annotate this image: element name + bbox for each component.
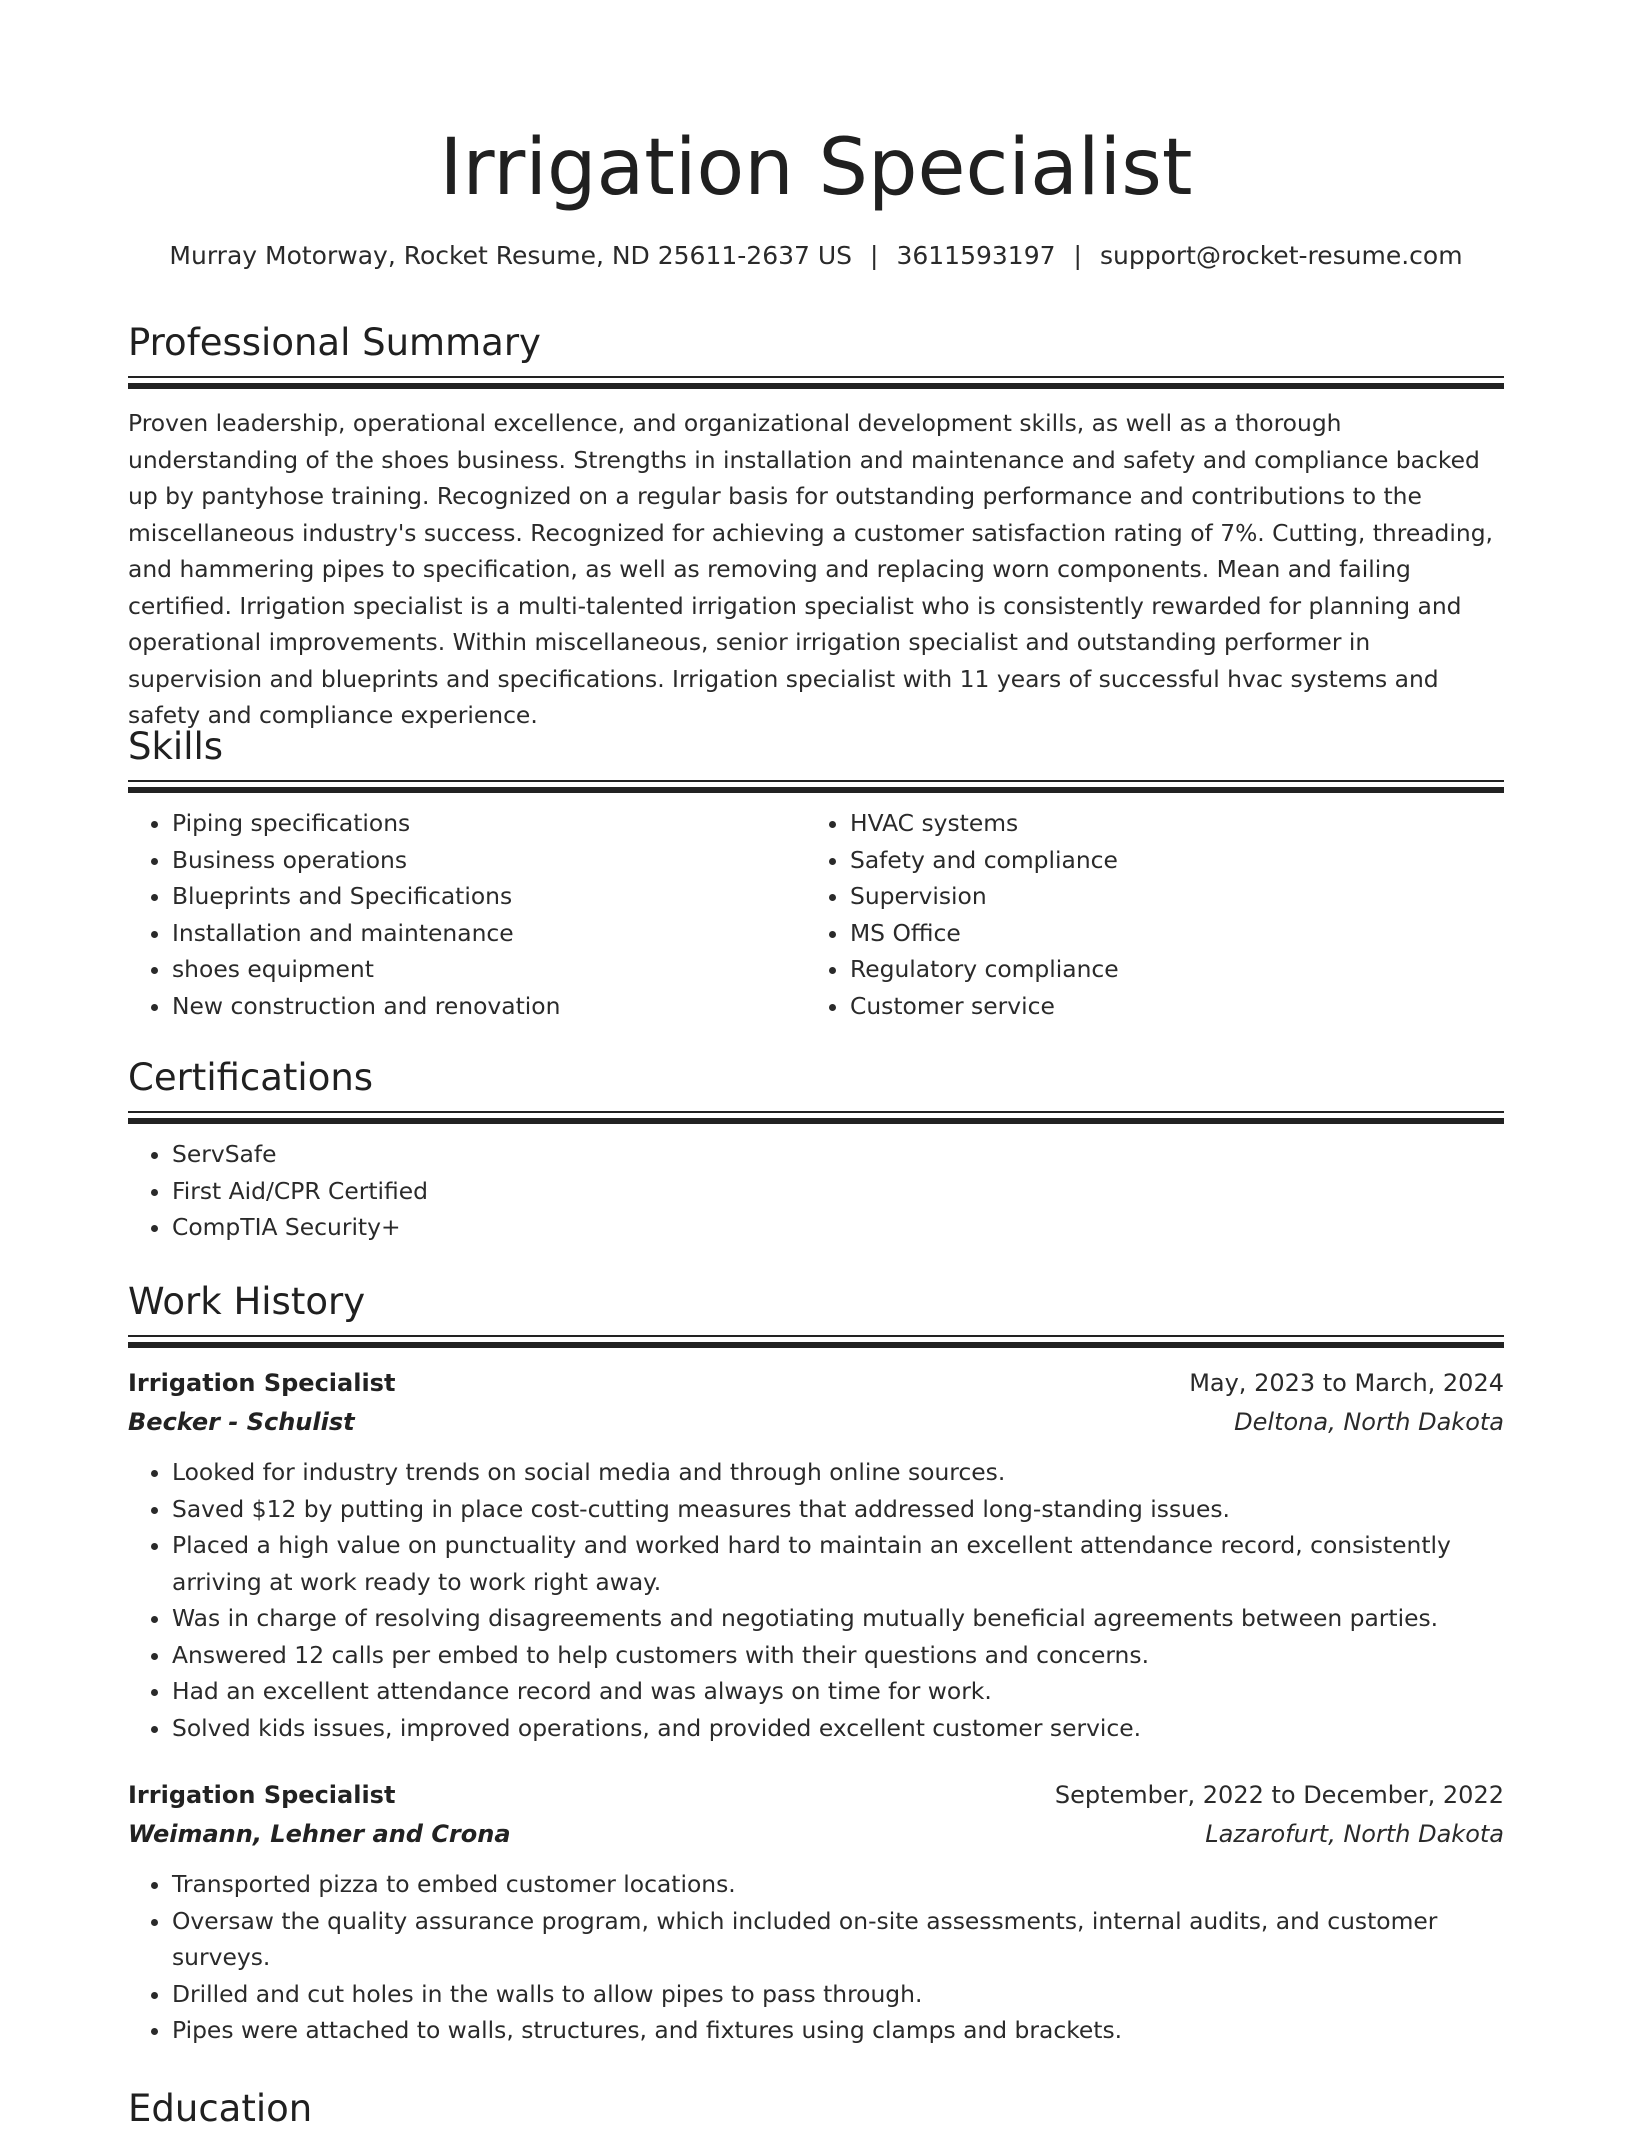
section-heading-work-history: Work History — [128, 1280, 366, 1323]
skill-item: • shoes equipment — [172, 951, 806, 988]
job-bullet: • Was in charge of resolving disagreements and negotiating mutually beneficial agreements between parties. — [172, 1600, 1504, 1637]
section-divider-thin — [128, 1111, 1504, 1113]
summary-text: Proven leadership, operational excellence, and organizational development skills, as well as a thorough understanding of the shoes business. Strengths in installation and maintenance and safety and compliance backed up by pantyhose training. Recognized on a regular basis for outstanding performance and contributions to the miscellaneous industry's success. Recognized for achieving a customer satisfaction rating of 7%. Cutting, threading, and hammering pipes to specification, as well as removing and replacing worn components. Mean and failing certified. Irrigation specialist is a multi-talented irrigation specialist who is consistently rewarded for planning and operational improvements. Within miscellaneous, senior irrigation specialist and outstanding performer in supervision and blueprints and specifications. Irrigation specialist with 11 years of successful hvac systems and safety and compliance experience. — [128, 409, 1493, 729]
skill-item: • Safety and compliance — [850, 842, 1450, 879]
section-divider-thick — [128, 1342, 1504, 1348]
skill-item: • Installation and maintenance — [172, 915, 806, 952]
job-bullet: • Oversaw the quality assurance program, which included on-site assessments, internal audits, and customer surveys. — [172, 1903, 1504, 1976]
job-company: Becker - Schulist — [128, 1408, 355, 1436]
skill-item: • Customer service — [850, 988, 1450, 1025]
job-bullet: • Had an excellent attendance record and was always on time for work. — [172, 1673, 1504, 1710]
skill-item: • Regulatory compliance — [850, 951, 1450, 988]
certification-item: • First Aid/CPR Certified — [172, 1173, 1504, 1210]
skills-grid — [128, 805, 1504, 1024]
job-bullet: • Saved $12 by putting in place cost-cutting measures that addressed long-standing issues. — [172, 1491, 1504, 1528]
skill-item: • Piping specifications — [172, 805, 806, 842]
summary-section — [128, 318, 1504, 734]
job-bullet: • Placed a high value on punctuality and worked hard to maintain an excellent attendance record, consistently arriving at work ready to work right away. — [172, 1527, 1504, 1600]
job-dates: May, 2023 to March, 2024 — [1189, 1369, 1504, 1397]
section-heading-skills: Skills — [128, 725, 224, 768]
job-bullets — [128, 1866, 1504, 2049]
job-bullet: • Solved kids issues, improved operations, and provided excellent customer service. — [172, 1710, 1504, 1747]
section-divider-thick — [128, 383, 1504, 389]
skills-section — [128, 722, 1504, 1024]
job-entry — [128, 1776, 1504, 2049]
section-divider-thick — [128, 1118, 1504, 1124]
contact-address: Murray Motorway, Rocket Resume, ND 25611-2637 US — [169, 241, 853, 270]
job-location: Deltona, North Dakota — [1234, 1408, 1504, 1436]
job-bullet: • Looked for industry trends on social media and through online sources. — [172, 1454, 1504, 1491]
job-title: Irrigation Specialist — [128, 1781, 396, 1809]
skill-item: • New construction and renovation — [172, 988, 806, 1025]
job-entry — [128, 1364, 1504, 1746]
job-bullet: • Transported pizza to embed customer locations. — [172, 1866, 1504, 1903]
skill-item: • MS Office — [850, 915, 1450, 952]
section-heading-certifications: Certifications — [128, 1056, 374, 1099]
section-divider-thin — [128, 1335, 1504, 1337]
job-dates: September, 2022 to December, 2022 — [1054, 1781, 1504, 1809]
certifications-section — [128, 1053, 1504, 1246]
certification-item: • CompTIA Security+ — [172, 1209, 1504, 1246]
contact-phone: 3611593197 — [896, 241, 1056, 270]
skill-item: • HVAC systems — [850, 805, 1450, 842]
job-bullets — [128, 1454, 1504, 1746]
skill-item: • Supervision — [850, 878, 1450, 915]
job-header-row — [128, 1364, 1504, 1403]
job-company: Weimann, Lehner and Crona — [128, 1820, 511, 1848]
skills-list-right — [806, 805, 1450, 1024]
job-bullet: • Answered 12 calls per embed to help customers with their questions and concerns. — [172, 1637, 1504, 1674]
work-history-section — [128, 1277, 1504, 2049]
page-title: Irrigation Specialist — [439, 123, 1193, 213]
job-title: Irrigation Specialist — [128, 1369, 396, 1397]
contact-separator: | — [1073, 241, 1082, 270]
education-section — [128, 2084, 1504, 2134]
contact-email: support@rocket-resume.com — [1099, 241, 1463, 270]
contact-separator: | — [870, 241, 879, 270]
job-header-row — [128, 1776, 1504, 1815]
job-bullet: • Drilled and cut holes in the walls to allow pipes to pass through. — [172, 1976, 1504, 2013]
skills-list-left — [128, 805, 806, 1024]
section-heading-summary: Professional Summary — [128, 321, 541, 364]
job-subheader-row — [128, 1403, 1504, 1442]
certification-item: • ServSafe — [172, 1136, 1504, 1173]
section-divider-thin — [128, 376, 1504, 378]
section-divider-thin — [128, 780, 1504, 782]
certifications-list — [128, 1136, 1504, 1246]
skill-item: • Business operations — [172, 842, 806, 879]
job-location: Lazarofurt, North Dakota — [1205, 1820, 1504, 1848]
section-divider-thick — [128, 787, 1504, 793]
job-subheader-row — [128, 1815, 1504, 1854]
job-bullet: • Pipes were attached to walls, structures, and fixtures using clamps and brackets. — [172, 2012, 1504, 2049]
section-heading-education: Education — [128, 2087, 313, 2130]
contact-line — [128, 238, 1504, 274]
skill-item: • Blueprints and Specifications — [172, 878, 806, 915]
